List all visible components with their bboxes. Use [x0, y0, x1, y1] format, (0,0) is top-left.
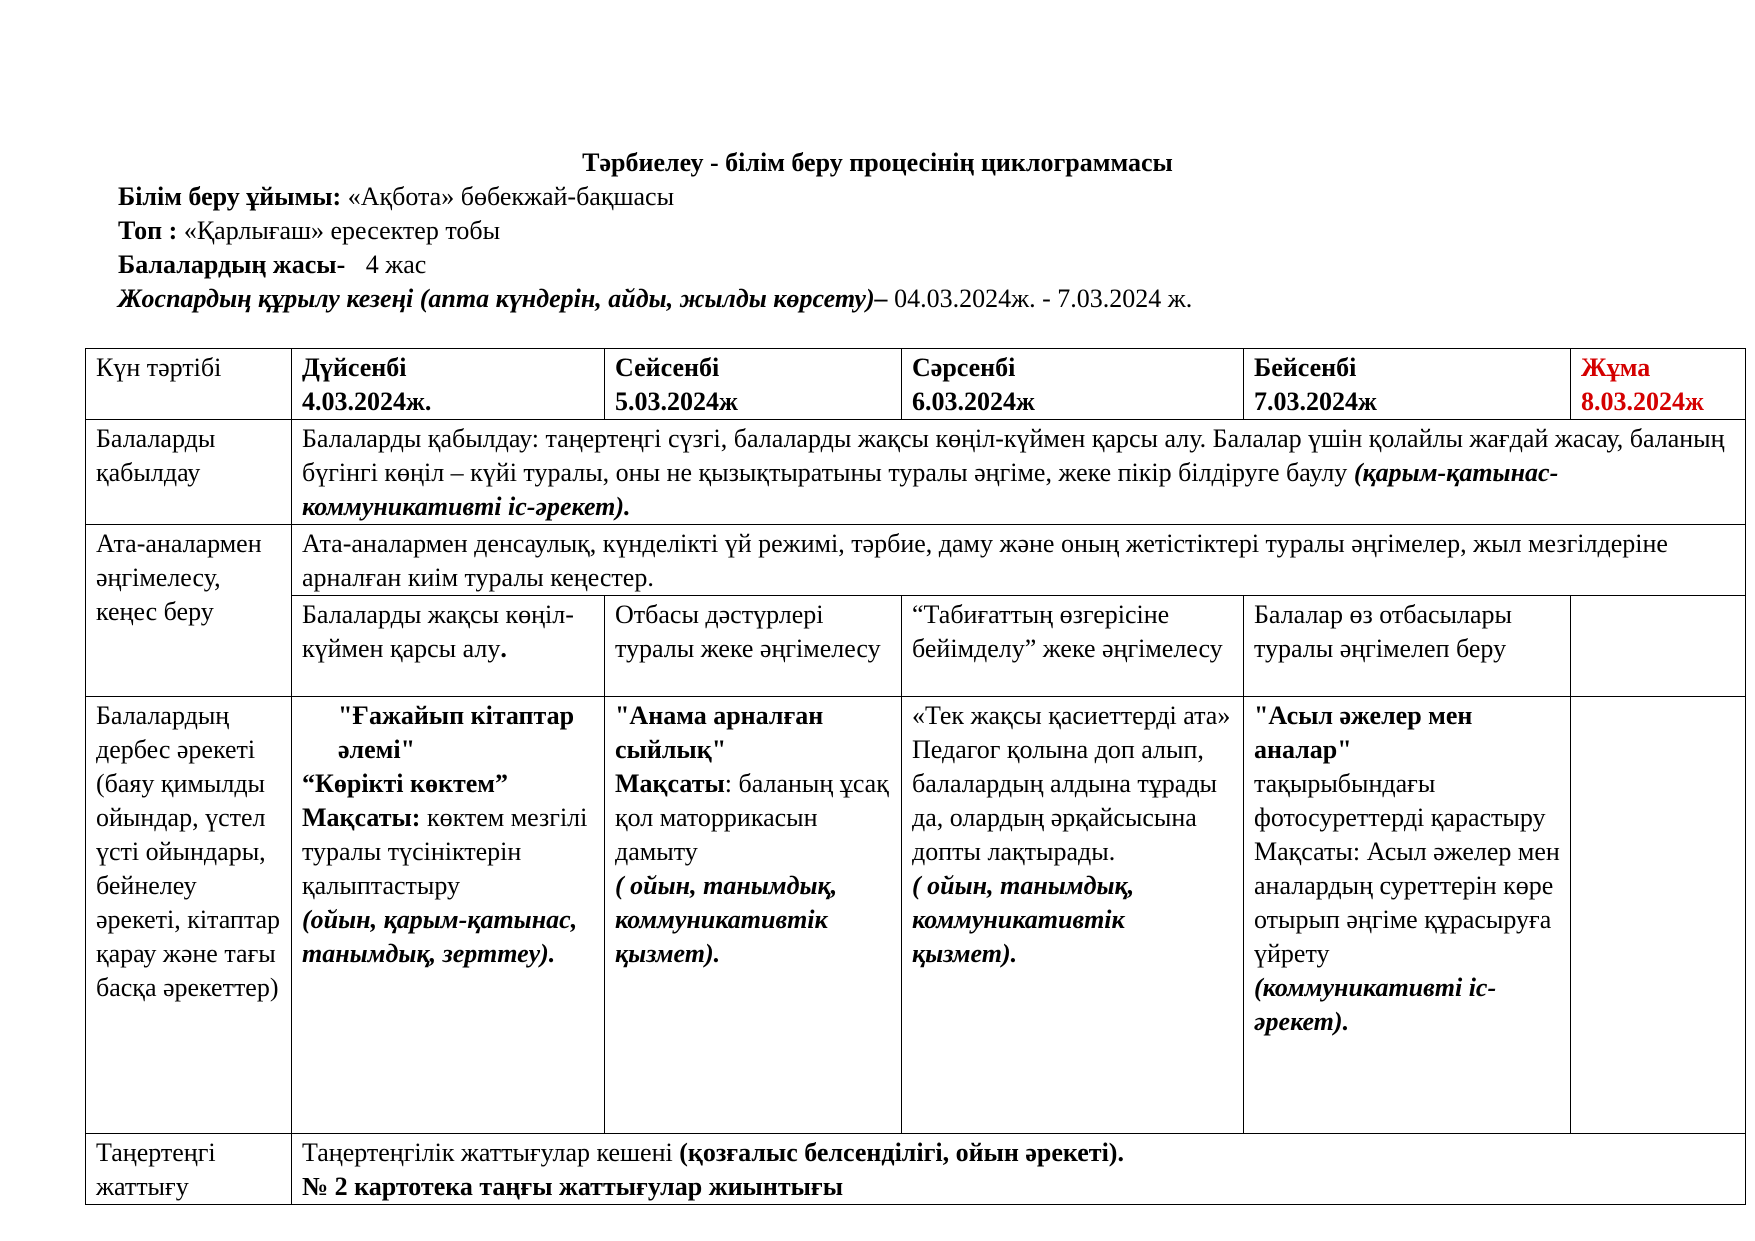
org-label: Білім беру ұйымы: — [118, 182, 342, 211]
independent-row — [86, 697, 1746, 1134]
tuesday-title: "Анама арналған сыйлық" — [615, 701, 824, 764]
group-value: «Қарлығаш» ересектер тобы — [183, 216, 501, 245]
wednesday-title: «Тек жақсы қасиеттерді ата» — [912, 701, 1231, 730]
parents-monday — [292, 596, 605, 697]
parents-monday-dot: . — [500, 634, 507, 663]
header-day-thursday — [1244, 349, 1571, 420]
parents-monday-text: Балаларды жақсы көңіл- күймен қарсы алу — [302, 600, 574, 663]
independent-tuesday — [605, 697, 902, 1134]
wednesday-text: Педагог қолына доп алып, балалардың алдына тұрады да, олардың әрқайсысына допты лақтырады. — [912, 735, 1218, 866]
reception-label: Балаларды қабылдау — [86, 420, 292, 525]
day-name: Дүйсенбі — [302, 353, 407, 382]
independent-friday — [1571, 697, 1746, 1134]
group-row — [118, 214, 1192, 248]
tuesday-goal — [615, 767, 891, 869]
parents-tuesday: Отбасы дәстүрлері туралы жеке әңгімелесу — [605, 596, 902, 697]
goal-label: Мақсаты: — [302, 803, 421, 832]
schedule-table — [85, 348, 1746, 1205]
day-name: Сейсенбі — [615, 353, 720, 382]
wednesday-activity: ( ойын, танымдық, коммуникативтік қызмет). — [912, 871, 1135, 968]
thursday-title: "Асыл әжелер мен аналар" — [1254, 701, 1473, 764]
morning-label: Таңертеңгі жаттығу — [86, 1134, 292, 1205]
monday-title1: "Ғажайып кітаптар әлемі" — [338, 701, 575, 764]
reception-activity: (қарым-қатынас-коммуникативті іс-әрекет). — [302, 458, 1559, 521]
goal-label: Мақсаты — [615, 769, 725, 798]
header-day-wednesday — [902, 349, 1244, 420]
period-row — [118, 282, 1192, 316]
age-label: Балалардың жасы- — [118, 250, 346, 279]
table-header-row — [86, 349, 1746, 420]
parents-thursday: Балалар өз отбасылары туралы әңгімелеп беру — [1244, 596, 1571, 697]
header-day-friday — [1571, 349, 1746, 420]
reception-row — [86, 420, 1746, 525]
independent-thursday — [1244, 697, 1571, 1134]
morning-line2: № 2 картотека таңғы жаттығулар жиынтығы — [302, 1172, 844, 1201]
monday-title2: “Көрікті көктем” — [302, 769, 508, 798]
thursday-text1: тақырыбындағы фотосуреттерді қарастыру — [1254, 769, 1546, 832]
org-row — [118, 180, 1192, 214]
routine-header-label: Күн тәртібі — [96, 353, 222, 382]
age-row — [118, 248, 1192, 282]
parents-general: Ата-аналармен денсаулық, күнделікті үй режимі, тәрбие, даму және оның жетістіктері туралы әңгімелер, жыл мезгілдеріне арналған киім туралы кеңестер. — [292, 525, 1746, 596]
day-date: 6.03.2024ж — [912, 387, 1035, 416]
morning-text: Таңертеңгілік жаттығулар кешені — [302, 1138, 680, 1167]
day-date: 5.03.2024ж — [615, 387, 738, 416]
independent-label: Балалардың дербес әрекеті (баяу қимылды ойындар, үстел үсті ойындары, бейнелеу әрекеті, кітаптар қарау және тағы басқа әрекеттер) — [86, 697, 292, 1134]
goal-text: : баланың ұсақ қол маторрикасын дамыту — [615, 769, 889, 866]
reception-text: Балаларды қабылдау: таңертеңгі сүзгі, балаларды жақсы көңіл-күймен қарсы алу. Балалар үшін қолайлы жағдай жасау, баланың бүгінгі көңіл – күйі туралы, оны не қызықтыратыны туралы әңгіме, жеке пікір білдіруге баулу — [302, 424, 1725, 487]
thursday-text2: Мақсаты: Асыл әжелер мен аналардың суреттерін көре отырып әңгіме құрасыруға үйрету — [1254, 837, 1560, 968]
org-value: «Ақбота» бөбекжай-бақшасы — [347, 182, 675, 211]
monday-activity: (ойын, қарым-қатынас, танымдық, зерттеу). — [302, 905, 578, 968]
period-value: 04.03.2024ж. - 7.03.2024 ж. — [887, 284, 1193, 313]
morning-row — [86, 1134, 1746, 1205]
day-name: Сәрсенбі — [912, 353, 1016, 382]
independent-monday — [292, 697, 605, 1134]
header-day-monday — [292, 349, 605, 420]
group-label: Топ : — [118, 216, 178, 245]
header-day-tuesday — [605, 349, 902, 420]
parents-wednesday: “Табиғаттың өзгерісіне бейімделу” жеке әңгімелесу — [902, 596, 1244, 697]
morning-text-bold: (қозғалыс белсенділігі, ойын әрекеті). — [679, 1138, 1124, 1167]
thursday-activity: (коммуникативті іс-әрекет). — [1254, 973, 1497, 1036]
day-date: 4.03.2024ж. — [302, 387, 432, 416]
day-date: 8.03.2024ж — [1581, 387, 1704, 416]
parents-row-days — [86, 596, 1746, 697]
parents-friday — [1571, 596, 1746, 697]
period-label: Жоспардың құрылу кезеңі (апта күндерін, айды, жылды көрсету)– — [118, 284, 888, 313]
page-title: Тәрбиелеу - білім беру процесінің циклограммасы — [582, 148, 1173, 177]
age-value: 4 жас — [365, 250, 427, 279]
independent-wednesday — [902, 697, 1244, 1134]
morning-line1 — [302, 1136, 1735, 1170]
info-block — [118, 180, 1192, 316]
parents-label: Ата-аналармен әңгімелесу, кеңес беру — [86, 525, 292, 697]
header-col-routine — [86, 349, 292, 420]
monday-goal — [302, 801, 594, 903]
day-name: Бейсенбі — [1254, 353, 1357, 382]
reception-text-cell — [292, 420, 1746, 525]
parents-row-general — [86, 525, 1746, 596]
day-date: 7.03.2024ж — [1254, 387, 1377, 416]
tuesday-activity: ( ойын, танымдық, коммуникативтік қызмет). — [615, 871, 838, 968]
goal-text: көктем мезгілі туралы түсініктерін қалыптастыру — [302, 803, 588, 900]
day-name: Жұма — [1581, 353, 1651, 382]
morning-text-cell — [292, 1134, 1746, 1205]
